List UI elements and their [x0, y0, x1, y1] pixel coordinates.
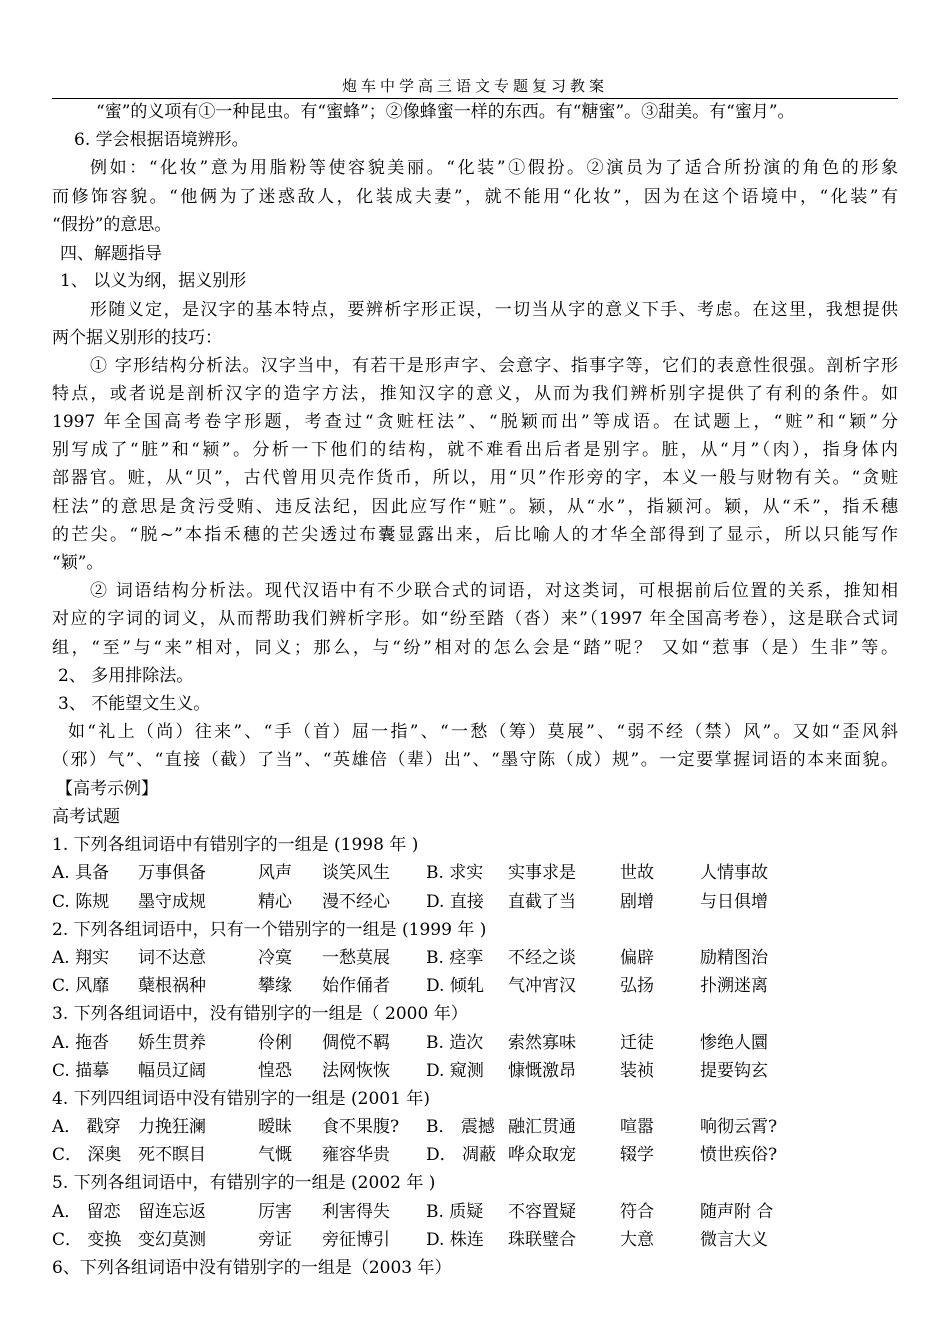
option-word: 喧嚣	[620, 1117, 654, 1137]
option-word: 大意	[620, 1230, 654, 1250]
option-word: 珠联璧合	[508, 1230, 576, 1250]
option-word: 墨守成规	[138, 892, 206, 912]
option-letter-word: B． 震撼	[426, 1117, 495, 1137]
option-letter-word: C． 变换	[52, 1230, 122, 1250]
text-line: 的芒尖。“脱~”本指禾穗的芒尖透过布囊显露出来，后比喻人的才华全部得到了显示，所以只能写作	[52, 525, 898, 545]
text-line: 如“礼上（尚）往来”、“手（首）屈一指”、“一愁（筹）莫展”、“弱不经（禁）风”。又如“歪风斜	[68, 722, 898, 742]
option-word: 弘扬	[620, 976, 654, 996]
text-line: 两个据义别形的技巧：	[52, 328, 222, 348]
option-letter-word: A. 拖沓	[52, 1033, 110, 1053]
option-word: 惶恐	[258, 1061, 292, 1081]
text-line: ① 字形结构分析法。汉字当中，有若干是形声字、会意字、指事字等，它们的表意性很强。剖析字形	[90, 356, 898, 376]
option-letter-word: D. 窥测	[426, 1061, 484, 1081]
option-word: 暧昧	[258, 1117, 292, 1137]
option-letter-word: C. 风靡	[52, 976, 110, 996]
text-line: 枉法”的意思是贪污受贿、违反法纪，因此应写作“赃”。颍，从“水”，指颍河。颖，从“禾”，指禾穗	[52, 497, 898, 517]
question-4: 4. 下列四组词语中没有错别字的一组是 (2001 年)	[52, 1089, 430, 1109]
option-word: 不容置疑	[508, 1202, 576, 1222]
text-line: 特点，或者说是剖析汉字的造字方法，推知汉字的意义，从而为我们辨析别字提供了有利的条件。如	[52, 384, 898, 404]
question-6: 6、下列各组词语中没有错别字的一组是（2003 年）	[52, 1258, 452, 1278]
text-line: “蜜”的义项有①一种昆虫。有“蜜蜂”；②像蜂蜜一样的东西。有“糖蜜”。③甜美。有“蜜月”。	[96, 102, 795, 122]
option-word: 精心	[258, 892, 292, 912]
question-2: 2. 下列各组词语中，只有一个错别字的一组是 (1999 年 )	[52, 920, 487, 940]
option-letter-word: B. 痉挛	[426, 948, 484, 968]
option-word: 符合	[620, 1202, 654, 1222]
option-word: 娇生贯养	[138, 1033, 206, 1053]
option-word: 法网恢恢	[322, 1061, 390, 1081]
option-word: 幅员辽阔	[138, 1061, 206, 1081]
text-line: ② 词语结构分析法。现代汉语中有不少联合式的词语，对这类词，可根据前后位置的关系，推知相	[90, 581, 898, 601]
subsection-heading: 3、 不能望文生义。	[58, 694, 211, 714]
option-word: 力挽狂澜	[138, 1117, 206, 1137]
option-word: 迁徒	[620, 1033, 654, 1053]
option-word: 谈笑风生	[322, 863, 390, 883]
text-line: 1997 年全国高考卷字形题，考查过“贪赃枉法”、“脱颖而出”等成语。在试题上，“赃”和“颖”分	[52, 412, 898, 432]
option-word: 随声附 合	[700, 1202, 774, 1222]
option-word: 利害得失	[322, 1202, 390, 1222]
option-letter-word: A. 具备	[52, 863, 110, 883]
option-word: 人情事故	[700, 863, 768, 883]
option-word: 气冲宵汉	[508, 976, 576, 996]
option-letter-word: D. 倾轧	[426, 976, 484, 996]
option-word: 旁证	[258, 1230, 292, 1250]
text-line: 6. 学会根据语境辨形。	[74, 130, 249, 150]
option-word: 始作俑者	[322, 976, 390, 996]
option-letter-word: D． 凋蔽	[426, 1145, 497, 1165]
option-word: 雍容华贵	[322, 1145, 390, 1165]
option-word: 实事求是	[508, 863, 576, 883]
option-letter-word: C. 描摹	[52, 1061, 110, 1081]
option-letter-word: C． 深奥	[52, 1145, 122, 1165]
question-1: 1. 下列各组词语中有错别字的一组是 (1998 年 )	[52, 835, 419, 855]
option-word: 一愁莫展	[322, 948, 390, 968]
option-word: 万事俱备	[138, 863, 206, 883]
option-word: 装祯	[620, 1061, 654, 1081]
section-heading: 【高考示例】	[56, 779, 158, 799]
option-word: 蘖根祸种	[138, 976, 206, 996]
subsection-heading: 1、 以义为纲，据义别形	[60, 271, 247, 291]
option-word: 剧增	[620, 892, 654, 912]
section-heading: 四、解题指导	[60, 244, 162, 264]
option-word: 响彻云霄?	[700, 1117, 778, 1137]
option-word: 伶俐	[258, 1033, 292, 1053]
option-word: 世故	[620, 863, 654, 883]
option-letter-word: C. 陈规	[52, 892, 110, 912]
option-word: 直截了当	[508, 892, 576, 912]
option-letter-word: A. 翔实	[52, 948, 110, 968]
option-word: 倜傥不羁	[322, 1033, 390, 1053]
option-word: 漫不经心	[322, 892, 390, 912]
option-word: 融汇贯通	[508, 1117, 576, 1137]
option-word: 厉害	[258, 1202, 292, 1222]
option-word: 偏辟	[620, 948, 654, 968]
option-letter-word: D. 直接	[426, 892, 484, 912]
option-letter-word: B. 求实	[426, 863, 484, 883]
text-line: 别写成了“脏”和“颍”。分析一下他们的结构，就不难看出后者是别字。脏，从“月”（肉），指身体内	[52, 440, 898, 460]
option-word: 励精图治	[700, 948, 768, 968]
option-word: 与日俱增	[700, 892, 768, 912]
option-word: 慷慨激昂	[508, 1061, 576, 1081]
option-letter-word: B. 造次	[426, 1033, 484, 1053]
option-word: 辍学	[620, 1145, 654, 1165]
text-line: 形随义定，是汉字的基本特点，要辨析字形正误，一切当从字的意义下手、考虑。在这里，我想提供	[90, 300, 898, 320]
option-word: 冷寞	[258, 948, 292, 968]
text-line: 而修饰容貌。“他俩为了迷惑敌人，化装成夫妻”，就不能用“化妆”，因为在这个语境中，“化装”有	[52, 187, 898, 207]
text-line: 高考试题	[52, 807, 120, 827]
text-line: 部器官。赃，从“贝”，古代曾用贝壳作货币，所以，用“贝”作形旁的字，本义一般与财物有关。“贪赃	[52, 468, 898, 488]
text-line: “假扮”的意思。	[52, 215, 172, 235]
option-word: 留连忘返	[138, 1202, 206, 1222]
option-word: 风声	[258, 863, 292, 883]
option-word: 哗众取宠	[508, 1145, 576, 1165]
option-letter-word: A． 戳穿	[52, 1117, 121, 1137]
option-word: 扑溯迷离	[700, 976, 768, 996]
text-line: 组，“至”与“来”相对，同义；那么，与“纷”相对的怎么会是“踏”呢？ 又如“惹事（是）生非”等。	[52, 638, 898, 658]
option-word: 旁征博引	[322, 1230, 390, 1250]
text-line: “颖”。	[52, 553, 104, 573]
question-3: 3. 下列各组词语中，没有错别字的一组是（ 2000 年）	[52, 1004, 468, 1024]
option-word: 气慨	[258, 1145, 292, 1165]
question-5: 5. 下列各组词语中，有错别字的一组是 (2002 年 )	[52, 1173, 436, 1193]
option-word: 变幻莫测	[138, 1230, 206, 1250]
option-word: 攀缘	[258, 976, 292, 996]
option-word: 食不果腹?	[322, 1117, 400, 1137]
option-word: 愤世疾俗?	[700, 1145, 778, 1165]
option-word: 死不瞑目	[138, 1145, 206, 1165]
option-word: 索然寡味	[508, 1033, 576, 1053]
option-word: 提要钩玄	[700, 1061, 768, 1081]
option-letter-word: B. 质疑	[426, 1202, 484, 1222]
option-word: 微言大义	[700, 1230, 768, 1250]
option-word: 词不达意	[138, 948, 206, 968]
option-letter-word: D. 株连	[426, 1230, 484, 1250]
page-header: 炮车中学高三语文专题复习教案	[52, 76, 898, 99]
text-line: 例如：“化妆”意为用脂粉等使容貌美丽。“化装”①假扮。②演员为了适合所扮演的角色的形象	[90, 158, 898, 178]
text-line: 对应的字词的词义，从而帮助我们辨析字形。如“纷至踏（沓）来”（1997 年全国高考卷），这是联合式词	[52, 609, 898, 629]
option-letter-word: A． 留恋	[52, 1202, 121, 1222]
subsection-heading: 2、 多用排除法。	[58, 666, 194, 686]
option-word: 不经之谈	[508, 948, 576, 968]
option-word: 惨绝人圜	[700, 1033, 768, 1053]
text-line: （邪）气”、“直接（截）了当”、“英雄倍（辈）出”、“墨守陈（成）规”。一定要掌握词语的本来面貌。	[52, 750, 898, 770]
